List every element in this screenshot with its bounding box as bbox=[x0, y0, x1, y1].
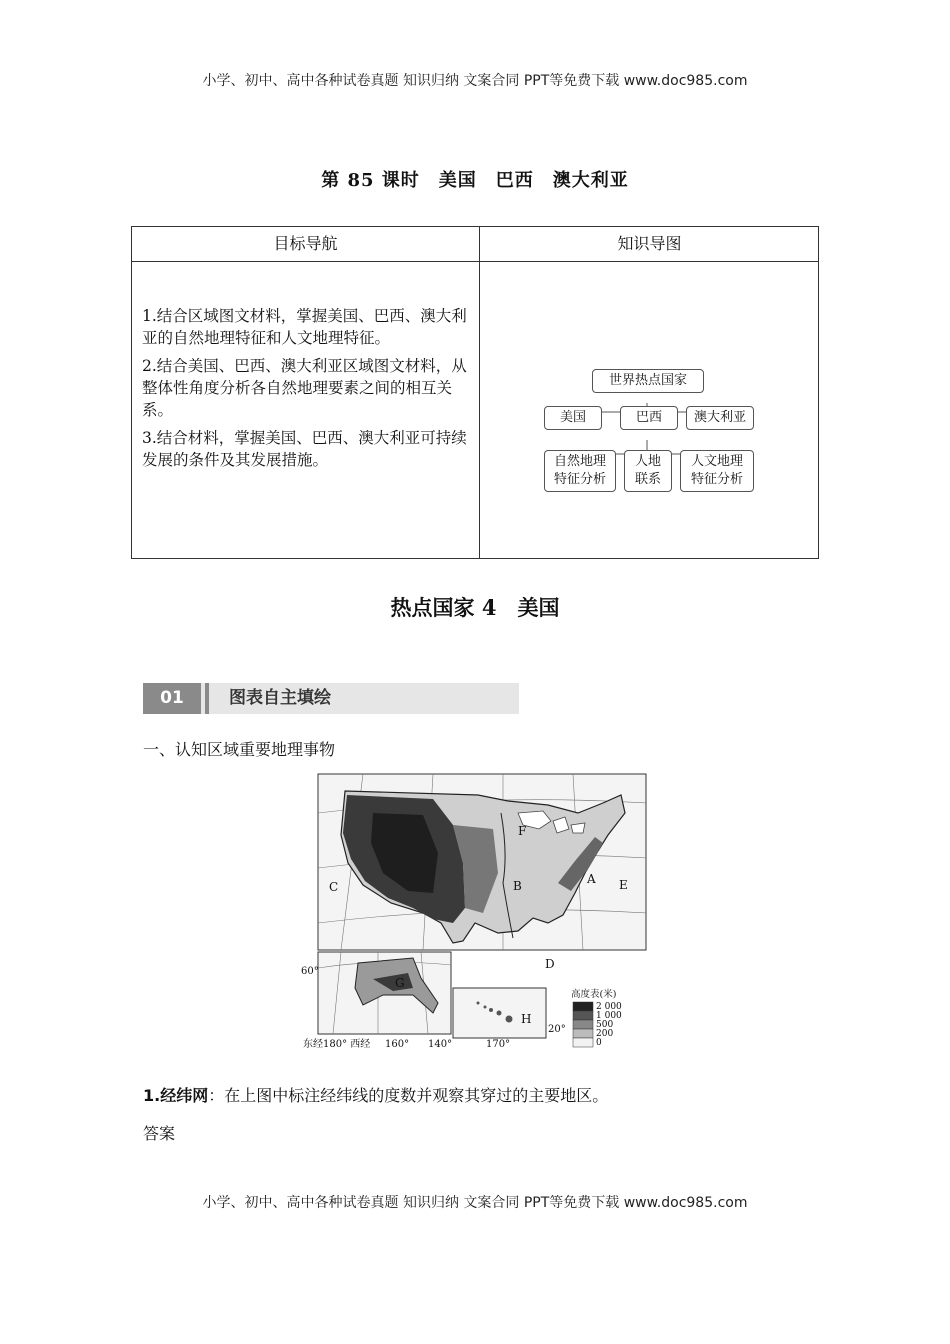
lat-20-label: 20° bbox=[548, 1024, 566, 1035]
section-band-divider bbox=[205, 683, 209, 714]
knowledge-mindmap bbox=[480, 262, 819, 559]
question-1-label: 1.经纬网 bbox=[143, 1086, 209, 1105]
lat-60-label: 60° bbox=[301, 966, 319, 977]
section-band-number: 01 bbox=[143, 683, 201, 714]
legend-value: 500 bbox=[596, 1020, 614, 1030]
question-1-text: ：在上图中标注经纬线的度数并观察其穿过的主要地区。 bbox=[208, 1086, 609, 1105]
lon-170-label: 170° bbox=[486, 1039, 511, 1050]
mindmap-country-australia: 澳大利亚 bbox=[686, 406, 754, 430]
goals-list bbox=[142, 305, 470, 477]
subheading: 一、认知区域重要地理事物 bbox=[143, 740, 336, 759]
map-label-h: H bbox=[521, 1012, 532, 1026]
page-header: 小学、初中、高中各种试卷真题 知识归纳 文案合同 PPT等免费下载 www.doc985.com bbox=[202, 73, 748, 89]
legend-swatch bbox=[573, 1002, 593, 1011]
section-band-label: 图表自主填绘 bbox=[229, 688, 331, 708]
usa-relief-map bbox=[303, 773, 648, 1058]
legend-swatch bbox=[573, 1029, 593, 1038]
table-header-goals: 目标导航 bbox=[273, 234, 338, 253]
legend-value: 2 000 bbox=[596, 1002, 622, 1012]
mindmap-aspect-line: 人地 bbox=[634, 454, 661, 469]
objectives-table bbox=[131, 226, 819, 559]
lesson-title: 第 85 课时 美国 巴西 澳大利亚 bbox=[321, 170, 629, 191]
map-label-e: E bbox=[619, 878, 628, 892]
lon-160-label: 160° bbox=[385, 1039, 410, 1050]
mindmap-aspect-human bbox=[680, 450, 754, 492]
mindmap-country-brazil: 巴西 bbox=[620, 406, 678, 430]
mindmap-aspect-natural bbox=[544, 450, 616, 492]
goal-item: 1.结合区域图文材料，掌握美国、巴西、澳大利亚的自然地理特征和人文地理特征。 bbox=[142, 307, 467, 347]
mindmap-root: 世界热点国家 bbox=[592, 369, 704, 393]
goal-item: 2.结合美国、巴西、澳大利亚区域图文材料，从整体性角度分析各自然地理要素之间的相互关系。 bbox=[142, 357, 467, 419]
mindmap-aspect-line: 联系 bbox=[634, 472, 661, 487]
lon-180-label: 东经180° 西经 bbox=[303, 1039, 371, 1050]
mindmap-aspect-line: 特征分析 bbox=[553, 472, 606, 487]
map-label-d: D bbox=[545, 957, 555, 971]
mindmap-aspect-line: 人文地理 bbox=[690, 454, 743, 469]
map-label-b: B bbox=[513, 879, 522, 893]
question-1 bbox=[143, 1083, 608, 1106]
mindmap-aspect-human-land bbox=[624, 450, 672, 492]
section-title: 热点国家 4 美国 bbox=[390, 595, 560, 620]
page-footer: 小学、初中、高中各种试卷真题 知识归纳 文案合同 PPT等免费下载 www.doc985.com bbox=[202, 1195, 748, 1211]
answer-label: 答案 bbox=[143, 1124, 176, 1143]
mindmap-aspect-line: 自然地理 bbox=[553, 454, 606, 469]
legend-value: 200 bbox=[596, 1029, 614, 1039]
legend-swatch bbox=[573, 1020, 593, 1029]
legend-value: 0 bbox=[596, 1038, 602, 1048]
lon-140-label: 140° bbox=[428, 1039, 453, 1050]
legend-swatch bbox=[573, 1038, 593, 1047]
section-band bbox=[143, 683, 519, 714]
map-label-a: A bbox=[587, 872, 596, 886]
legend-title: 高度表(米) bbox=[571, 989, 617, 1000]
mindmap-country-usa: 美国 bbox=[544, 406, 602, 430]
elevation-legend bbox=[573, 1002, 622, 1048]
map-label-g: G bbox=[395, 976, 405, 990]
mindmap-aspect-line: 特征分析 bbox=[690, 472, 743, 487]
legend-value: 1 000 bbox=[596, 1011, 622, 1021]
map-label-c: C bbox=[329, 880, 339, 894]
legend-swatch bbox=[573, 1011, 593, 1020]
goal-item: 3.结合材料，掌握美国、巴西、澳大利亚可持续发展的条件及其发展措施。 bbox=[142, 429, 467, 469]
table-header-mindmap: 知识导图 bbox=[617, 234, 682, 253]
map-label-f: F bbox=[518, 824, 527, 838]
